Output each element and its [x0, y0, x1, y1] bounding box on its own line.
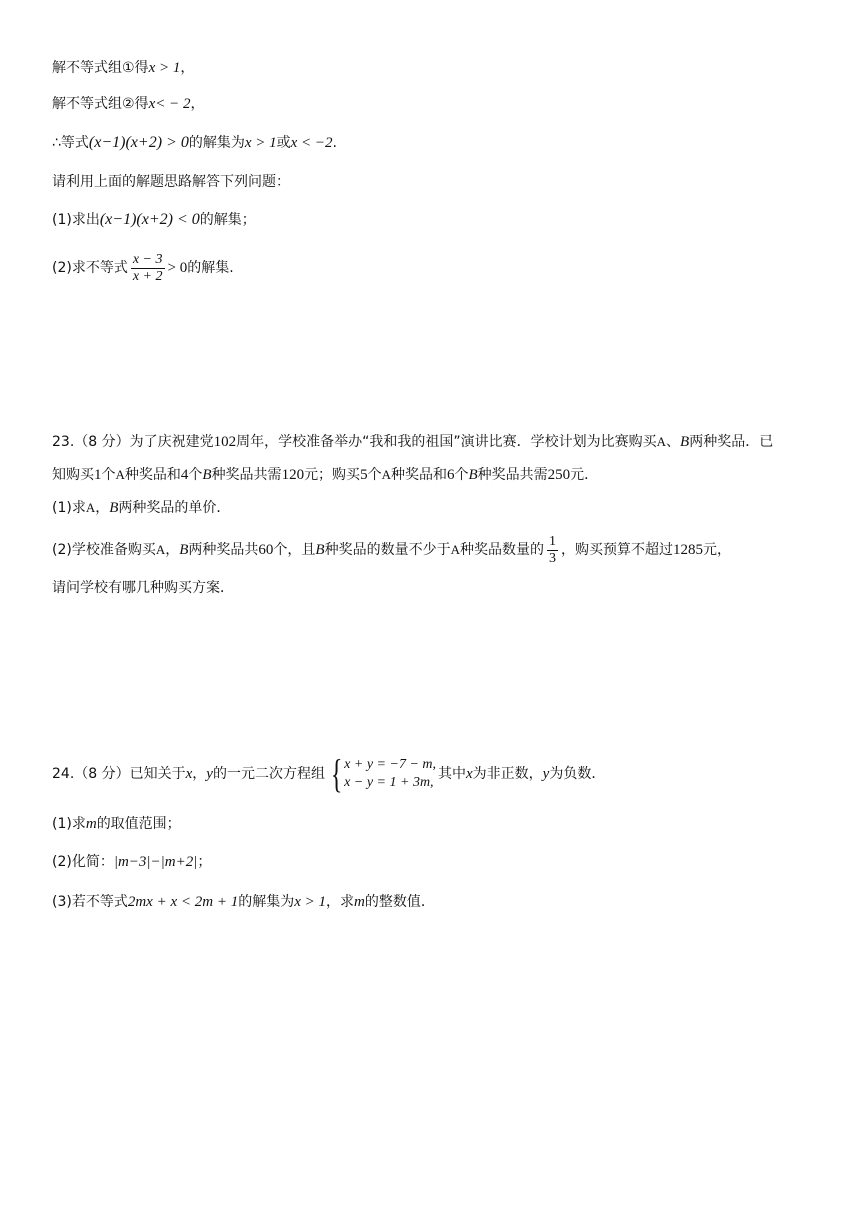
text: 种奖品共需 [211, 467, 282, 483]
math-expr: x > 1 [244, 135, 277, 151]
equation-rows [344, 756, 436, 792]
text: 的一元二次方程组 [212, 766, 325, 782]
text: 种奖品和 [390, 467, 447, 483]
text: 个，且 [273, 542, 316, 558]
q24-part-1 [52, 814, 181, 834]
math-var: A [155, 542, 166, 557]
text: 的取值范围； [96, 816, 181, 832]
number: 4 [180, 467, 189, 483]
math-var: y [542, 766, 550, 782]
text: ， [165, 542, 180, 558]
fraction-numerator: 1 [548, 533, 556, 549]
number: 6 [446, 467, 455, 483]
math-expr: 2mx + x < 2m + 1 [127, 894, 239, 910]
math-expr: x > 1 [148, 60, 181, 76]
text: 两种奖品共 [188, 542, 259, 558]
math-var: x [466, 766, 473, 782]
math-var: y [206, 766, 213, 782]
text: 种奖品共需 [477, 467, 548, 483]
text: 种奖品和 [124, 467, 181, 483]
number: 5 [360, 467, 368, 483]
equation-1: x + y = −7 − m, [344, 757, 436, 772]
math-expr: (x−1)(x+2) > 0 [88, 134, 189, 151]
number: 250 [547, 467, 571, 483]
text: 元；购买 [304, 467, 361, 483]
question-1 [52, 210, 256, 230]
text: 解不等式组②得 [52, 96, 149, 112]
math-var: A [450, 542, 460, 557]
q24-part-3 [52, 892, 435, 912]
q23-line-1 [52, 432, 773, 452]
therefore-symbol: ∴ [52, 135, 61, 151]
text: 为了庆祝建党 [129, 434, 214, 450]
text: 个 [101, 467, 116, 483]
text: ， [192, 766, 207, 782]
number: 102 [213, 434, 237, 450]
solution-line-2 [52, 94, 204, 114]
text: 个 [454, 467, 469, 483]
fraction [131, 252, 165, 285]
number: 120 [281, 467, 305, 483]
math-var: A [381, 467, 391, 482]
fraction-denominator: x + 2 [132, 268, 163, 284]
text: ，购买预算不超过 [560, 542, 673, 558]
text: 已知关于 [129, 766, 186, 782]
text: ， [180, 60, 195, 76]
question-2 [52, 248, 234, 288]
q23-line-2 [52, 465, 598, 485]
question-label: (1)求 [52, 500, 86, 516]
question-label: (2)化简： [52, 854, 114, 870]
text: 的解集为 [238, 894, 295, 910]
text: 周年，学校准备举办“我和我的祖国”演讲比赛．学校计划为比赛购买 [236, 434, 657, 450]
q23-part-2 [52, 530, 731, 570]
math-var: m [353, 894, 365, 910]
text: 的解集； [199, 212, 256, 228]
text: 为非正数， [472, 766, 543, 782]
text: 为负数． [549, 766, 606, 782]
q24-part-2 [52, 852, 211, 872]
number: 1 [94, 467, 102, 483]
math-var: B [468, 467, 478, 483]
question-label: (3)若不等式 [52, 894, 128, 910]
text: 或 [276, 135, 291, 151]
question-label: (2)学校准备购买 [52, 542, 156, 558]
q24-stem [52, 752, 605, 796]
text: 的整数值． [364, 894, 435, 910]
math-var: A [656, 434, 667, 449]
math-var: B [680, 434, 690, 450]
text: ， [190, 96, 205, 112]
fraction-numerator: x − 3 [132, 251, 163, 267]
math-expr: x< − 2 [148, 96, 191, 112]
math-var: A [115, 467, 125, 482]
math-var: x [185, 766, 193, 782]
q23-part-2-cont: 请问学校有哪几种购买方案． [52, 580, 234, 596]
fraction-denominator: 3 [548, 550, 556, 566]
question-label: (1)求出 [52, 212, 100, 228]
text: 种奖品的数量不少于 [324, 542, 451, 558]
left-brace: { [330, 751, 343, 796]
text: 个 [367, 467, 382, 483]
text: 种奖品数量的 [459, 542, 544, 558]
math-var: B [179, 542, 189, 558]
text: 个 [188, 467, 203, 483]
number: 1285 [672, 542, 703, 558]
math-expr: (x−1)(x+2) < 0 [99, 211, 200, 228]
text: ； [197, 854, 212, 870]
math-var: B [202, 467, 212, 483]
text: 的解集. [187, 260, 234, 276]
text: ， [95, 500, 110, 516]
math-var: A [85, 500, 96, 515]
question-label: (1)求 [52, 816, 86, 832]
text: 知购买 [52, 467, 94, 483]
question-label: (2)求不等式 [52, 260, 128, 276]
text: 、 [666, 434, 681, 450]
text: 元， [702, 542, 731, 558]
math-var: B [315, 542, 325, 558]
math-expr: > 0 [167, 260, 188, 276]
question-number: 24.（8 分） [52, 766, 130, 782]
question-number: 23.（8 分） [52, 434, 130, 450]
fraction [547, 534, 558, 567]
number: 60 [258, 542, 274, 558]
equation-system [327, 751, 436, 796]
q23-part-1 [52, 498, 230, 518]
text: 两种奖品的单价． [118, 500, 231, 516]
solution-conclusion [52, 133, 337, 153]
text: 两种奖品．已 [689, 434, 774, 450]
math-expr: x > 1 [294, 894, 326, 910]
text: 等式 [60, 135, 89, 151]
text: 的解集为 [188, 135, 245, 151]
math-expr: |m−3|−|m+2| [113, 854, 198, 870]
text: . [332, 135, 337, 151]
math-var: B [109, 500, 119, 516]
equation-2: x − y = 1 + 3m, [344, 775, 434, 790]
text: 元． [570, 467, 599, 483]
text: 其中 [438, 766, 466, 782]
instruction-line: 请利用上面的解题思路解答下列问题： [52, 174, 290, 190]
text: ，求 [325, 894, 354, 910]
math-var: m [85, 816, 97, 832]
solution-line-1 [52, 58, 194, 78]
math-expr: x < −2 [290, 135, 333, 151]
text: 解不等式组①得 [52, 60, 149, 76]
